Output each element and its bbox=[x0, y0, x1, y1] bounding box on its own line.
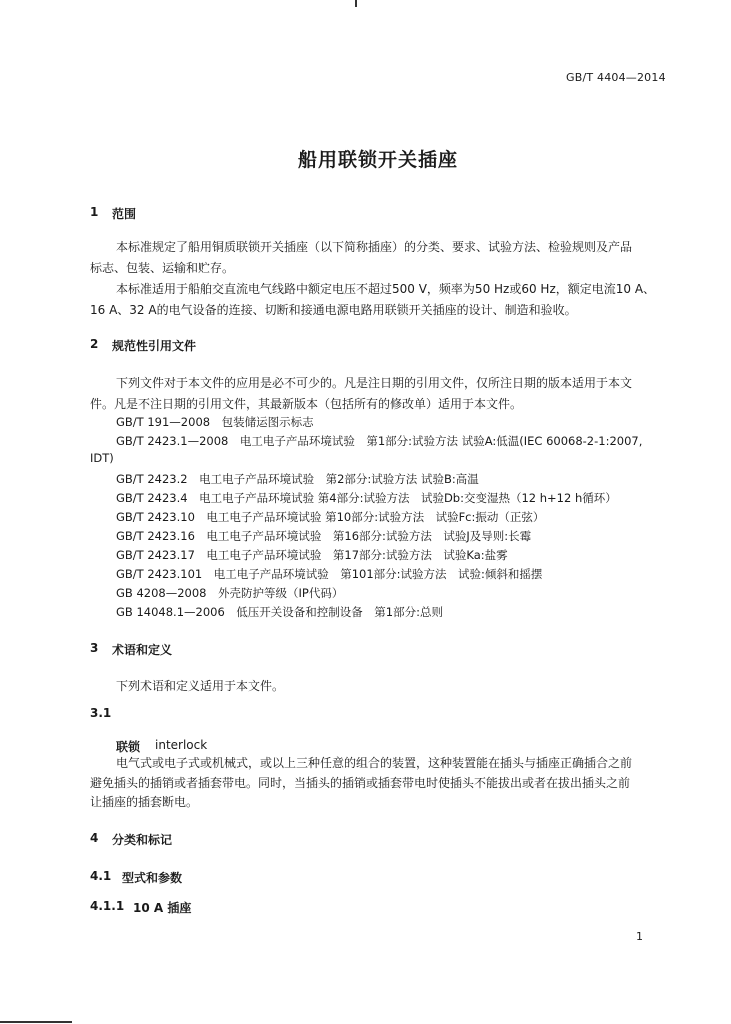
reference-item: GB/T 2423.4 电工电子产品环境试验 第4部分:试验方法 试验Db:交变湿热（12 h+12 h循环） bbox=[116, 491, 617, 505]
term-definition-line3: 让插座的插套断电。 bbox=[90, 795, 199, 809]
scan-top-border bbox=[355, 0, 357, 7]
clause-3-1: 3.1 bbox=[90, 706, 112, 720]
reference-item: GB/T 2423.2 电工电子产品环境试验 第2部分:试验方法 试验B:高温 bbox=[116, 472, 479, 486]
scope-p2-line2: 16 A、32 A的电气设备的连接、切断和接通电源电路用联锁开关插座的设计、制造和验收。 bbox=[90, 303, 577, 317]
normative-intro-line2: 件。凡是不注日期的引用文件，其最新版本（包括所有的修改单）适用于本文件。 bbox=[90, 397, 523, 411]
section-3-title: 术语和定义 bbox=[112, 643, 173, 657]
subsection-4-1-number: 4.1 bbox=[90, 869, 112, 883]
section-2-title: 规范性引用文件 bbox=[112, 339, 197, 353]
reference-item: IDT) bbox=[90, 451, 114, 465]
section-4-title: 分类和标记 bbox=[112, 833, 173, 847]
term-english: interlock bbox=[155, 738, 208, 752]
scan-bottom-border bbox=[0, 1021, 72, 1023]
term-chinese: 联锁 bbox=[116, 740, 141, 754]
section-4-number: 4 bbox=[90, 831, 99, 845]
scope-p2-line1: 本标准适用于船舶交直流电气线路中额定电压不超过500 V，频率为50 Hz或60 Hz，额定电流10 A、 bbox=[116, 282, 656, 296]
document-title: 船用联锁开关插座 bbox=[298, 149, 459, 171]
term-definition-line2: 避免插头的插销或者插套带电。同时，当插头的插销或插套带电时使插头不能拔出或者在拔出插头之前 bbox=[90, 776, 631, 790]
subsection-4-1-1-number: 4.1.1 bbox=[90, 899, 125, 913]
reference-item: GB/T 2423.16 电工电子产品环境试验 第16部分:试验方法 试验J及导则:长霉 bbox=[116, 529, 532, 543]
page-number: 1 bbox=[636, 930, 643, 943]
section-2-number: 2 bbox=[90, 337, 99, 351]
scope-p1-line1: 本标准规定了船用铜质联锁开关插座（以下简称插座）的分类、要求、试验方法、检验规则及产品 bbox=[116, 240, 633, 254]
reference-item: GB/T 2423.17 电工电子产品环境试验 第17部分:试验方法 试验Ka:盐雾 bbox=[116, 548, 508, 562]
section-1-number: 1 bbox=[90, 205, 99, 219]
terms-intro: 下列术语和定义适用于本文件。 bbox=[116, 679, 285, 693]
standard-code: GB/T 4404—2014 bbox=[566, 71, 666, 84]
reference-item: GB/T 191—2008 包装储运图示标志 bbox=[116, 415, 314, 429]
reference-item: GB 14048.1—2006 低压开关设备和控制设备 第1部分:总则 bbox=[116, 605, 443, 619]
scope-p1-line2: 标志、包装、运输和贮存。 bbox=[90, 261, 235, 275]
section-3-number: 3 bbox=[90, 641, 99, 655]
subsection-4-1-title: 型式和参数 bbox=[122, 871, 183, 885]
reference-item: GB/T 2423.101 电工电子产品环境试验 第101部分:试验方法 试验:倾斜和摇摆 bbox=[116, 567, 543, 581]
reference-item: GB 4208—2008 外壳防护等级（IP代码） bbox=[116, 586, 344, 600]
normative-intro-line1: 下列文件对于本文件的应用是必不可少的。凡是注日期的引用文件，仅所注日期的版本适用于本文 bbox=[116, 376, 633, 390]
term-definition-line1: 电气式或电子式或机械式，或以上三种任意的组合的装置，这种装置能在插头与插座正确插合之前 bbox=[116, 756, 633, 770]
reference-item: GB/T 2423.10 电工电子产品环境试验 第10部分:试验方法 试验Fc:振动（正弦） bbox=[116, 510, 545, 524]
subsection-4-1-1-title: 10 A 插座 bbox=[133, 901, 192, 915]
section-1-title: 范围 bbox=[112, 207, 137, 221]
reference-item: GB/T 2423.1—2008 电工电子产品环境试验 第1部分:试验方法 试验A:低温(IEC 60068-2-1:2007, bbox=[116, 434, 643, 448]
